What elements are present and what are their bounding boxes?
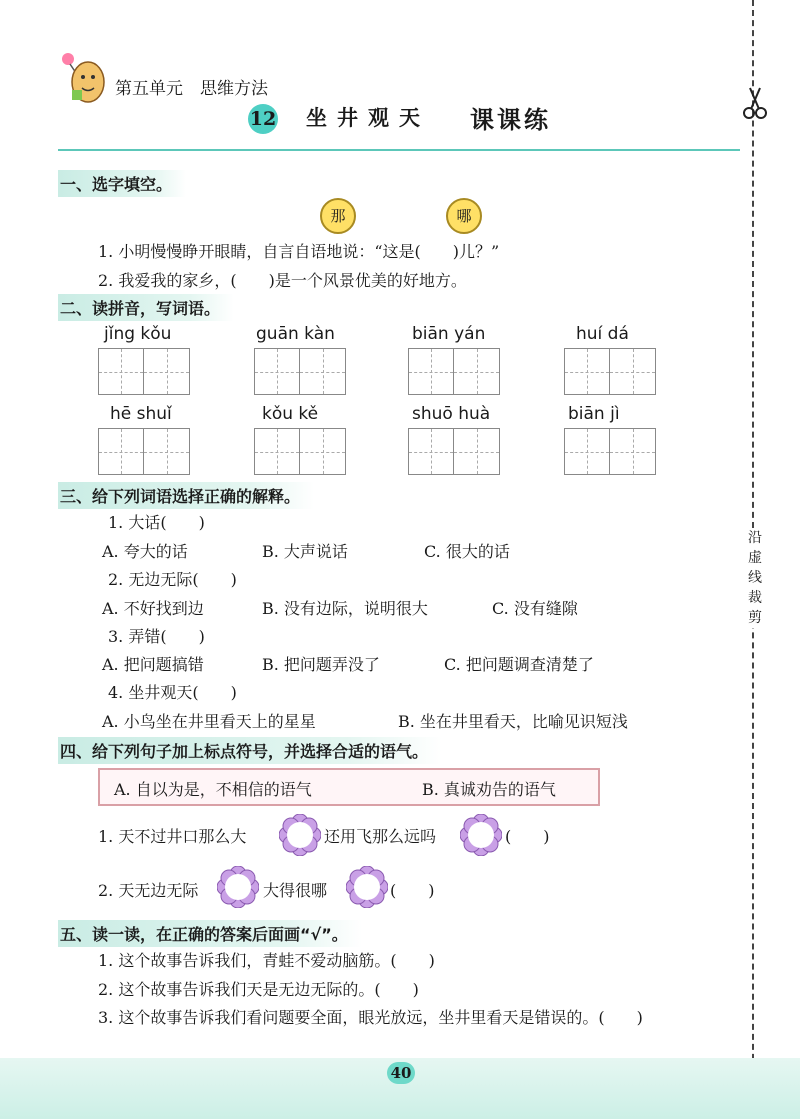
question-line: 2. 这个故事告诉我们天是无边无际的。( ): [98, 980, 419, 999]
option: B. 没有边际，说明很大: [262, 599, 428, 618]
option: A. 夸大的话: [102, 542, 188, 561]
answer-blank[interactable]: ( ): [390, 881, 435, 900]
question-line: 3. 这个故事告诉我们看问题要全面，眼光放远，坐井里看天是错误的。( ): [98, 1008, 643, 1027]
lesson-title: 坐井观天: [306, 106, 430, 130]
option: C. 没有缝隙: [492, 599, 578, 618]
scissors-icon: [742, 86, 768, 120]
option: B. 坐在井里看天，比喻见识短浅: [398, 712, 628, 731]
tone-option-a: A. 自以为是，不相信的语气: [114, 780, 312, 799]
header-divider: [58, 149, 740, 151]
option: B. 大声说话: [262, 542, 348, 561]
writing-grid[interactable]: [564, 348, 656, 395]
sentence-part: 还用飞那么远吗: [324, 827, 437, 846]
flower-blank-icon[interactable]: [217, 866, 259, 908]
question-line: 3. 弄错( ): [108, 627, 205, 646]
writing-grid[interactable]: [254, 428, 346, 475]
option: C. 很大的话: [424, 542, 510, 561]
writing-grid[interactable]: [98, 348, 190, 395]
sentence-part: 1. 天不过井口那么大: [98, 827, 247, 846]
pinyin-label: biān jì: [568, 404, 620, 424]
writing-grid[interactable]: [564, 428, 656, 475]
option: B. 把问题弄没了: [262, 655, 380, 674]
writing-grid[interactable]: [408, 428, 500, 475]
pinyin-label: hē shuǐ: [110, 404, 172, 424]
tone-options-banner: [98, 768, 600, 806]
question-line: 1. 大话( ): [108, 513, 205, 532]
practice-label: 课课练: [470, 106, 551, 134]
section-3-title: 三、给下列词语选择正确的解释。: [58, 482, 314, 509]
writing-grid[interactable]: [254, 348, 346, 395]
question-line: 4. 坐井观天( ): [108, 683, 237, 702]
sentence-part: 大得很哪: [263, 881, 328, 900]
writing-grid[interactable]: [408, 348, 500, 395]
pinyin-label: biān yán: [412, 324, 486, 344]
pinyin-label: shuō huà: [412, 404, 491, 424]
answer-blank[interactable]: ( ): [505, 827, 550, 846]
option: A. 把问题搞错: [102, 655, 204, 674]
sentence-part: 2. 天无边无际: [98, 881, 199, 900]
option: A. 不好找到边: [102, 599, 204, 618]
section-5-title: 五、读一读，在正确的答案后面画“√”。: [58, 920, 362, 947]
option: A. 小鸟坐在井里看天上的星星: [102, 712, 316, 731]
mascot-icon: [58, 50, 110, 106]
writing-grid[interactable]: [98, 428, 190, 475]
tone-option-b: B. 真诚劝告的语气: [422, 780, 556, 799]
lesson-number: 12: [248, 104, 278, 134]
section-2-title: 二、读拼音，写词语。: [58, 294, 234, 321]
flower-blank-icon[interactable]: [460, 814, 502, 856]
pinyin-label: kǒu kě: [262, 404, 319, 424]
option: C. 把问题调查清楚了: [444, 655, 594, 674]
choice-badge: 哪: [446, 198, 482, 234]
question-line: 2. 无边无际( ): [108, 570, 237, 589]
pinyin-label: huí dá: [576, 324, 629, 344]
pinyin-label: guān kàn: [256, 324, 335, 344]
question-line: 1. 小明慢慢睁开眼睛，自言自语地说：“这是( )儿？”: [98, 242, 500, 261]
section-1-title: 一、选字填空。: [58, 170, 186, 197]
section-4-title: 四、给下列句子加上标点符号，并选择合适的语气。: [58, 737, 442, 764]
question-line: 2. 我爱我的家乡，( )是一个风景优美的好地方。: [98, 271, 467, 290]
question-line: 1. 这个故事告诉我们，青蛙不爱动脑筋。( ): [98, 951, 435, 970]
choice-badge: 那: [320, 198, 356, 234]
unit-title: 第五单元 思维方法: [115, 79, 268, 99]
flower-blank-icon[interactable]: [346, 866, 388, 908]
cut-instruction: 沿 虚 线 裁 剪: [744, 528, 766, 628]
flower-blank-icon[interactable]: [279, 814, 321, 856]
page-number: 40: [387, 1062, 415, 1084]
pinyin-label: jǐng kǒu: [104, 324, 172, 344]
